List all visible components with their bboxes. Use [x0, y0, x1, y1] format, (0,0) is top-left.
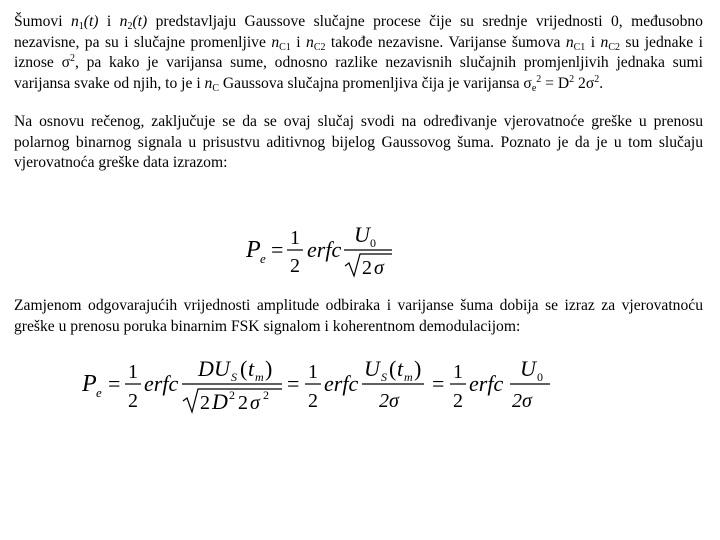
- formula2-t1-num-t: t: [248, 356, 255, 381]
- paragraph-polar-binary: Na osnovu rečenog, zaključuje se da se ovaj slučaj svodi na određivanje vjerovatnoće greške u prenosu polarnog binarnog signala u prisustvu aditivnog bijelog Gaussovog šuma. Poznato je da je u tom slučaju vjerovatnoća greške data izrazom:: [14, 113, 703, 171]
- formula1-num-sub: 0: [370, 236, 376, 250]
- document-page-lower: [14, 296, 703, 337]
- formula2-t2-num-U: U: [364, 356, 380, 381]
- formula2-t1-num-sub: S: [231, 370, 237, 384]
- formula2-t1-den-sigma: σ: [250, 392, 260, 414]
- formula1-den-two: 2: [362, 257, 372, 279]
- formula2-eq1: =: [108, 371, 121, 396]
- formula2-t1-num-D: D: [198, 356, 214, 381]
- formula2-t1-den-D: D: [212, 389, 228, 414]
- formula2-t1-den-two: 2: [200, 392, 210, 414]
- formula2-t1-den-sigma-sup: 2: [263, 388, 269, 402]
- formula2-half-den-2: 2: [308, 390, 318, 412]
- formula2-t3-num-U: U: [520, 356, 536, 381]
- formula2-t2-num-open: (: [389, 356, 397, 381]
- formula-fsk-error-probability: [82, 356, 562, 416]
- formula2-half-num-3: 1: [453, 361, 463, 383]
- formula2-half-num-1: 1: [128, 361, 138, 383]
- formula2-eq2: =: [287, 371, 300, 396]
- formula2-t1-num-close: ): [265, 356, 273, 381]
- formula2-func-2: erfc: [324, 371, 359, 396]
- formula2-t1-den-D-sup: 2: [229, 388, 235, 402]
- formula2-t1-num-t-sub: m: [255, 370, 264, 384]
- formula-error-probability: [246, 222, 396, 280]
- formula2-t2-num-t: t: [397, 356, 404, 381]
- formula1-half-den: 2: [290, 255, 300, 277]
- formula2-eq3: =: [432, 371, 445, 396]
- paragraph-fsk-substitution: Zamjenom odgovarajućih vrijednosti amplitude odbiraka i varijanse šuma dobija se izraz za vjerovatnoću greške u prenosu poruka binarnim FSK signalom i koherentnom demodulacijom:: [14, 297, 703, 335]
- formula2-half-den-1: 2: [128, 390, 138, 412]
- formula2-func-1: erfc: [144, 371, 179, 396]
- document-page: [14, 12, 703, 174]
- formula2-lhs-sub: e: [96, 385, 102, 400]
- formula1-func: erfc: [307, 237, 342, 262]
- formula2-t3-num-sub: 0: [537, 370, 543, 384]
- formula2-half-num-2: 1: [308, 361, 318, 383]
- formula2-t2-den: 2σ: [379, 390, 399, 412]
- formula2-func-3: erfc: [469, 371, 504, 396]
- formula1-num: U: [354, 222, 370, 247]
- formula2-t1-num-open: (: [240, 356, 248, 381]
- formula1-eq: =: [271, 237, 284, 262]
- formula2-lhs: P: [82, 371, 97, 397]
- formula2-t2-num-sub: S: [381, 370, 387, 384]
- formula2-t3-den: 2σ: [512, 390, 532, 412]
- formula2-t1-den-two2: 2: [238, 392, 248, 414]
- formula1-lhs: P: [246, 237, 261, 263]
- formula2-t2-num-close: ): [414, 356, 422, 381]
- paragraph-noise-variance: Šumovi $n_1(t)$ i $n_2(t)$ predstavljaju Gaussove slučajne procese čije su srednje vrijednosti 0, međusobno nezavisne, pa su i slučajne promenljive $n_{C1}$ i $n_{C2}$ takođe nezavisne. Varijanse šumova $n_{C1}$ i $n_{C2}$ su jednake i iznose $\sigma^2$, pa kako je varijansa sume, odnosno razlike nezavisnih slučajnih promjenljivih jednaka sumi varijansa svake od njih, to je i $n_C$ Gaussova slučajna promenljiva čija je varijansa $\sigma_e^2 = D^2$ $2\sigma^2$.: [14, 13, 703, 94]
- formula1-half-num: 1: [290, 227, 300, 249]
- formula1-den-sigma: σ: [374, 257, 384, 279]
- formula1-lhs-sub: e: [260, 251, 266, 266]
- formula2-t2-num-t-sub: m: [404, 370, 413, 384]
- formula2-t1-num-U: U: [214, 356, 230, 381]
- formula2-half-den-3: 2: [453, 390, 463, 412]
